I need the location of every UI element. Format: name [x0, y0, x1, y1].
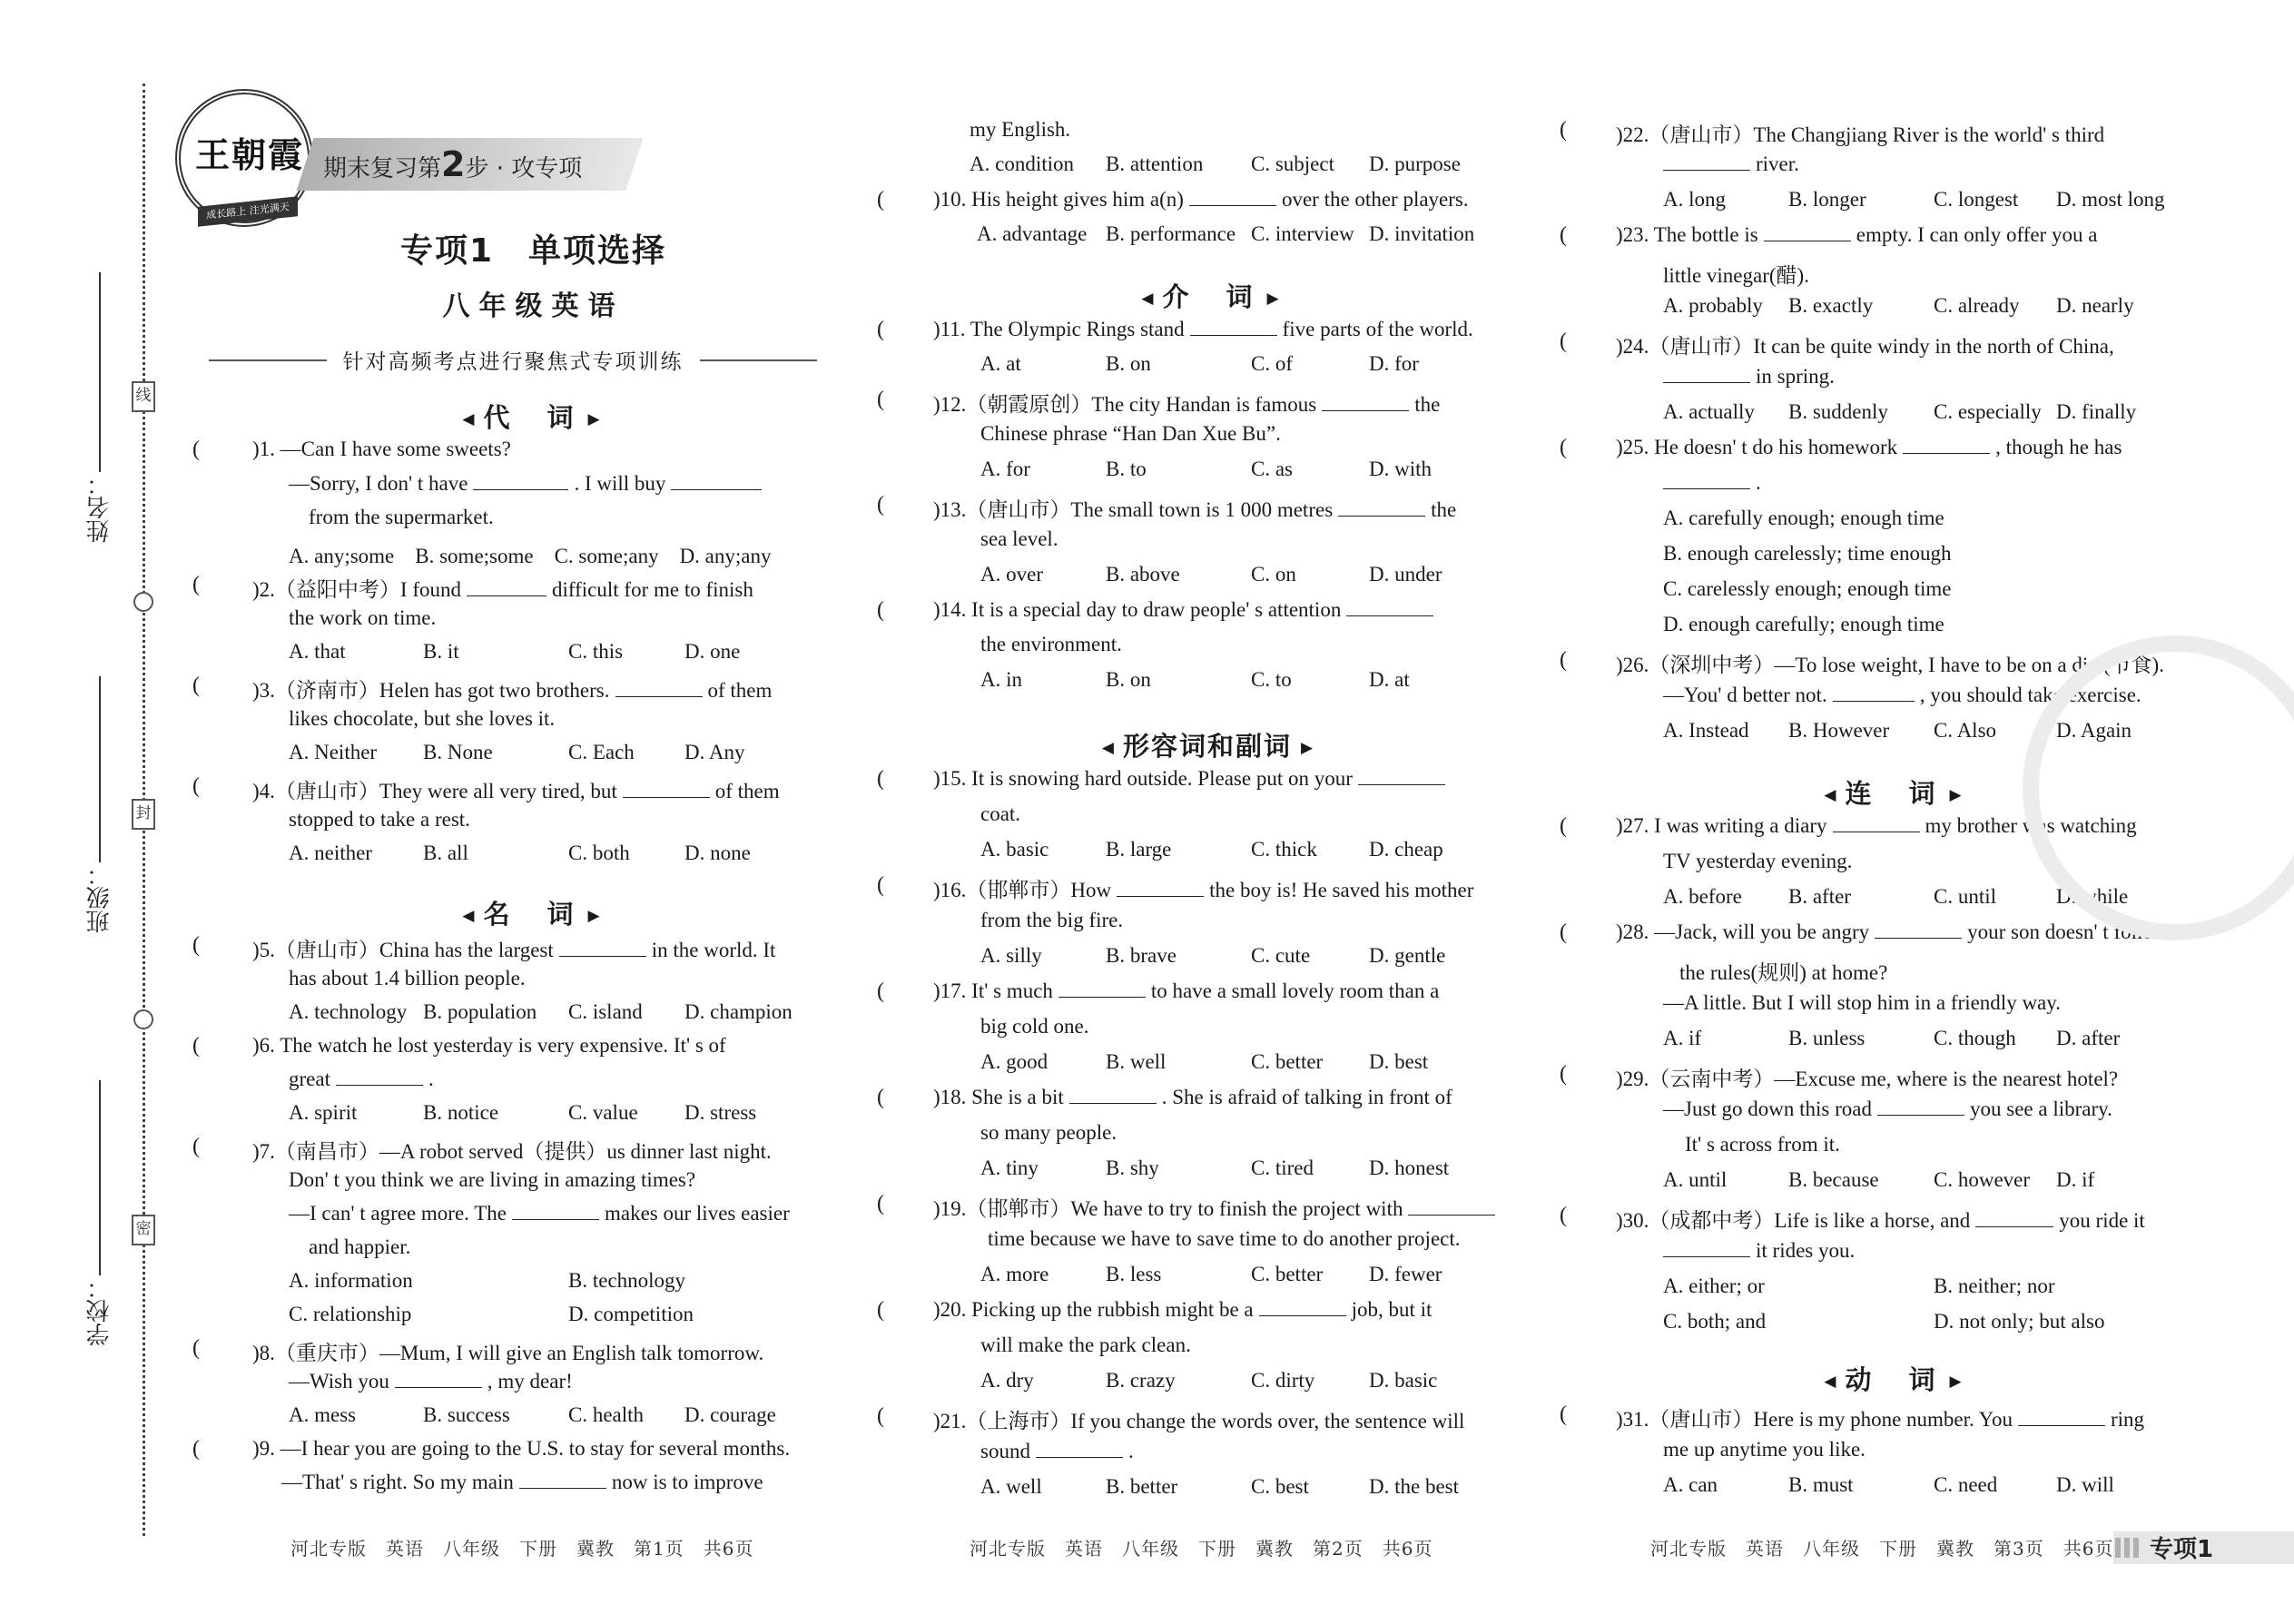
choice-c[interactable]: C. as — [1251, 458, 1293, 480]
section-adjective-adverb: ◀ 形容词和副词 ▶ — [1101, 731, 1314, 762]
choice-c[interactable]: C. cute — [1251, 944, 1311, 967]
choice-b[interactable]: B. brave — [1106, 944, 1177, 967]
choice-b[interactable]: B. None — [423, 741, 493, 763]
answer-bracket[interactable]: ( — [1560, 1062, 1567, 1086]
question-line: the environment. — [980, 633, 1122, 655]
choice-b[interactable]: B. better — [1106, 1475, 1178, 1498]
question-line: —That' s right. So my main now is to improve — [281, 1471, 763, 1493]
choice-d[interactable]: D. honest — [1369, 1156, 1450, 1179]
section-noun: ◀ 名 词 ▶ — [462, 899, 600, 930]
question-line: coat. — [980, 802, 1021, 825]
choice-b[interactable]: B. performance — [1106, 222, 1236, 245]
school-label: 学校： — [86, 1275, 113, 1346]
choice-c[interactable]: C. better — [1251, 1050, 1324, 1073]
school-field[interactable] — [84, 1080, 114, 1346]
answer-bracket[interactable]: ( — [877, 188, 884, 212]
choice-d[interactable]: D. for — [1369, 352, 1419, 375]
choice-a[interactable]: A. before — [1663, 885, 1742, 908]
page-footer: 河北专版 英语 八年级 下册 冀教 第2页 共6页 — [970, 1538, 1433, 1560]
question-line: Don' t you think we are living in amazing times? — [289, 1168, 696, 1191]
choice-d[interactable]: D. none — [684, 842, 751, 864]
choice-d[interactable]: D. not only; but also — [1934, 1310, 2105, 1333]
question-stem: )2.（益阳中考）I found difficult for me to finish — [252, 578, 753, 601]
question-stem: )10. His height gives him a(n) over the other players. — [933, 188, 1469, 211]
answer-bracket[interactable]: ( — [877, 318, 884, 341]
choice-d[interactable]: D. nearly — [2056, 294, 2134, 317]
choice-c[interactable]: C. on — [1251, 563, 1296, 586]
choice-b[interactable]: B. unless — [1788, 1027, 1866, 1049]
question-line: likes chocolate, but she loves it. — [289, 707, 556, 730]
answer-bracket[interactable]: ( — [877, 1298, 884, 1322]
question-stem: )6. The watch he lost yesterday is very expensive. It' s of — [252, 1034, 726, 1057]
question-stem: )13.（唐山市）The small town is 1 000 metres the — [933, 498, 1457, 521]
answer-bracket[interactable]: ( — [1560, 223, 1567, 247]
question-stem: )11. The Olympic Rings stand five parts of the world. — [933, 318, 1473, 340]
answer-bracket[interactable]: ( — [1560, 1403, 1567, 1426]
choice-c[interactable]: C. subject — [1251, 153, 1334, 175]
choice-b[interactable]: B. exactly — [1788, 294, 1874, 317]
section-tab-label: 专项1 — [2150, 1536, 2214, 1563]
choice-d[interactable]: D. under — [1369, 563, 1442, 586]
name-field[interactable] — [84, 272, 114, 543]
choice-c[interactable]: C. both; and — [1663, 1310, 1767, 1333]
choice-b[interactable]: B. to — [1106, 458, 1147, 480]
choice-a[interactable]: A. condition — [970, 153, 1074, 175]
answer-bracket[interactable]: ( — [1560, 920, 1567, 944]
choice-a[interactable]: A. information — [289, 1269, 413, 1292]
choice-b[interactable]: B. technology — [568, 1269, 686, 1292]
choice-d[interactable]: D. most long — [2056, 188, 2165, 211]
choice-d[interactable]: D. stress — [684, 1101, 757, 1124]
answer-bracket[interactable]: ( — [192, 1034, 200, 1058]
choice-c[interactable]: C. this — [568, 640, 624, 663]
question-stem: )24.（唐山市）It can be quite windy in the north of China, — [1616, 335, 2114, 358]
choice-b[interactable]: B. less — [1106, 1263, 1162, 1285]
question-line: my English. — [970, 118, 1071, 141]
choice-b[interactable]: B. notice — [423, 1101, 499, 1124]
bind-hole — [133, 1009, 153, 1029]
answer-bracket[interactable]: ( — [192, 1135, 200, 1158]
question-line: the rules(规则) at home? — [1679, 961, 1888, 984]
class-label: 班级： — [86, 862, 113, 933]
question-stem: )14. It is a special day to draw people' s attention — [933, 598, 1439, 622]
choice-d[interactable]: D. courage — [684, 1403, 776, 1426]
question-line: —Wish you , my dear! — [289, 1370, 573, 1393]
choice-a[interactable]: A. spirit — [289, 1101, 358, 1124]
choice-a[interactable]: A. over — [980, 563, 1043, 586]
question-line: —Just go down this road you see a library. — [1663, 1097, 2112, 1120]
choice-b[interactable]: B. attention — [1106, 153, 1204, 175]
question-stem: )26.（深圳中考）—To lose weight, I have to be on a diet(节食). — [1616, 654, 2164, 676]
question-line: —Sorry, I don' t have . I will buy — [289, 472, 767, 496]
question-stem: )20. Picking up the rubbish might be a job, but it — [933, 1298, 1433, 1321]
answer-bracket[interactable]: ( — [877, 873, 884, 897]
choice-a[interactable]: A. good — [980, 1050, 1049, 1073]
choice-b[interactable]: B. it — [423, 640, 459, 663]
choice-c[interactable]: C. relationship — [289, 1303, 412, 1325]
choice-a[interactable]: A. that — [289, 640, 346, 663]
choice-b[interactable]: B. shy — [1106, 1156, 1159, 1179]
question-line: little vinegar(醋). — [1663, 264, 1809, 287]
choice-a[interactable]: A. dry — [980, 1369, 1034, 1392]
choice-a[interactable]: A. well — [980, 1475, 1042, 1498]
answer-bracket[interactable]: ( — [1560, 648, 1567, 672]
choice-a[interactable]: A. in — [980, 668, 1022, 691]
header-pre: 期末复习第 — [323, 155, 442, 182]
question-stem: )22.（唐山市）The Changjiang River is the world' s third — [1616, 123, 2105, 146]
choice-a[interactable]: A. at — [980, 352, 1021, 375]
question-stem: )15. It is snowing hard outside. Please put on your — [933, 767, 1451, 791]
choice-d[interactable]: D. enough carefully; enough time — [1663, 613, 1944, 635]
answer-bracket[interactable]: ( — [192, 1336, 200, 1360]
question-stem: )30.（成都中考）Life is like a horse, and you ride it — [1616, 1209, 2145, 1232]
logo-tagline: 成长路上 注光满天 — [198, 196, 298, 227]
question-line: me up anytime you like. — [1663, 1438, 1866, 1461]
choice-a[interactable]: A. basic — [980, 838, 1049, 861]
choice-c[interactable]: C. island — [568, 1000, 643, 1023]
answer-bracket[interactable]: ( — [1560, 118, 1567, 142]
choice-c[interactable]: C. of — [1251, 352, 1293, 375]
choice-c[interactable]: C. though — [1934, 1027, 2016, 1049]
header-step — [323, 138, 582, 191]
choice-b[interactable]: B. suddenly — [1788, 400, 1888, 423]
choice-d[interactable]: D. cheap — [1369, 838, 1443, 861]
question-stem: )9. —I hear you are going to the U.S. to stay for several months. — [252, 1437, 791, 1460]
choice-a[interactable]: A. for — [980, 458, 1030, 480]
section-conjunction: ◀ 连 词 ▶ — [1824, 778, 1962, 809]
answer-bracket[interactable]: ( — [192, 933, 200, 957]
choice-b[interactable]: B. after — [1788, 885, 1851, 908]
choice-c[interactable]: C. value — [568, 1101, 638, 1124]
choice-d[interactable]: D. best — [1369, 1050, 1429, 1073]
answer-bracket[interactable]: ( — [877, 388, 884, 411]
answer-bracket[interactable]: ( — [192, 438, 200, 461]
question-stem: )4.（唐山市）They were all very tired, but of them — [252, 780, 780, 802]
choice-d[interactable]: D. after — [2056, 1027, 2121, 1049]
question-line: . — [1663, 471, 1761, 495]
question-line: the work on time. — [289, 606, 437, 629]
question-stem: )19.（邯郸市）We have to try to finish the project with — [933, 1192, 1501, 1222]
choice-b[interactable]: B. well — [1106, 1050, 1167, 1073]
question-line: big cold one. — [980, 1015, 1089, 1038]
answer-bracket[interactable]: ( — [1560, 814, 1567, 838]
answer-bracket[interactable]: ( — [877, 1404, 884, 1428]
choice-d[interactable]: D. purpose — [1369, 153, 1461, 175]
bind-mark-xian: 线 — [132, 381, 155, 412]
question-stem: )3.（济南市）Helen has got two brothers. of them — [252, 679, 773, 702]
choice-d[interactable]: D. while — [2056, 885, 2129, 908]
question-line: will make the park clean. — [980, 1334, 1191, 1356]
question-stem: )31.（唐山市）Here is my phone number. You ring — [1616, 1408, 2145, 1431]
question-line: has about 1.4 billion people. — [289, 967, 526, 989]
choice-a[interactable]: A. tiny — [980, 1156, 1039, 1179]
choice-d[interactable]: D. Any — [684, 741, 745, 763]
question-stem: )7.（南昌市）—A robot served（提供）us dinner last night. — [252, 1140, 772, 1163]
choice-a[interactable]: A. actually — [1663, 400, 1755, 423]
question-stem: )1. —Can I have some sweets? — [252, 438, 511, 460]
choice-a[interactable]: A. carefully enough; enough time — [1663, 507, 1944, 529]
choice-c[interactable]: C. tired — [1251, 1156, 1314, 1179]
answer-bracket[interactable]: ( — [1560, 330, 1567, 353]
tagline-text: 针对高频考点进行聚焦式专项训练 — [342, 350, 684, 374]
choice-b[interactable]: B. on — [1106, 668, 1151, 691]
tab-decoration — [2115, 1538, 2142, 1558]
choice-c[interactable]: C. interview — [1251, 222, 1354, 245]
class-field[interactable] — [84, 676, 114, 933]
answer-bracket[interactable]: ( — [877, 493, 884, 517]
choice-a[interactable]: A. mess — [289, 1403, 357, 1426]
choice-a[interactable]: A. technology — [289, 1000, 408, 1023]
choice-b[interactable]: B. neither; nor — [1934, 1275, 2055, 1297]
logo-text: 王朝霞 — [195, 134, 305, 175]
question-stem: )29.（云南中考）—Excuse me, where is the nearest hotel? — [1616, 1068, 2119, 1090]
bind-mark-feng: 封 — [132, 799, 155, 830]
choice-d[interactable]: D. the best — [1369, 1475, 1460, 1498]
question-stem: )12.（朝霞原创）The city Handan is famous the — [933, 393, 1441, 416]
choice-b[interactable]: B. on — [1106, 352, 1151, 375]
choice-b[interactable]: B. enough carelessly; time enough — [1663, 542, 1952, 565]
page-subtitle: 八年级英语 — [442, 290, 625, 322]
question-line: sound . — [980, 1440, 1134, 1462]
question-stem: )21.（上海市）If you change the words over, the sentence will — [933, 1410, 1465, 1432]
choice-d[interactable]: D. champion — [684, 1000, 793, 1023]
question-line: stopped to take a rest. — [289, 808, 470, 831]
choice-b[interactable]: B. because — [1788, 1168, 1879, 1191]
choice-d[interactable]: D. if — [2056, 1168, 2095, 1191]
choice-d[interactable]: D. fewer — [1369, 1263, 1442, 1285]
choice-b[interactable]: B. large — [1106, 838, 1172, 861]
question-line: and happier. — [309, 1235, 411, 1258]
section-pronoun: ◀ 代 词 ▶ — [462, 402, 600, 433]
choice-c[interactable]: C. to — [1251, 668, 1292, 691]
choice-a[interactable]: A. can — [1663, 1473, 1718, 1496]
question-line: time because we have to save time to do another project. — [988, 1227, 1461, 1250]
choice-d[interactable]: D. one — [684, 640, 741, 663]
question-stem: )28. —Jack, will you be angry your son doesn' t follow — [1616, 920, 2169, 943]
question-line: TV yesterday evening. — [1663, 850, 1853, 872]
choice-d[interactable]: D. competition — [568, 1303, 694, 1325]
question-line: —I can' t agree more. The makes our lives easier — [289, 1202, 790, 1225]
choice-b[interactable]: B. crazy — [1106, 1369, 1176, 1392]
question-line: —A little. But I will stop him in a friendly way. — [1663, 991, 2062, 1014]
question-line: it rides you. — [1663, 1239, 1855, 1263]
choice-b[interactable]: B. all — [423, 842, 468, 864]
choice-c[interactable]: C. Each — [568, 741, 635, 763]
choice-c[interactable]: C. however — [1934, 1168, 2031, 1191]
choice-b[interactable]: B. However — [1788, 719, 1890, 742]
choice-a[interactable]: A. silly — [980, 944, 1042, 967]
page-footer: 河北专版 英语 八年级 下册 冀教 第3页 共6页 — [1650, 1538, 2114, 1560]
section-verb: ◀ 动 词 ▶ — [1824, 1364, 1962, 1395]
question-line: —You' d better not. , you should take exercise. — [1663, 684, 2141, 706]
choice-a[interactable]: A. Instead — [1663, 719, 1749, 742]
choice-c[interactable]: C. until — [1934, 885, 1997, 908]
choice-c[interactable]: C. best — [1251, 1475, 1309, 1498]
choice-a[interactable]: A. either; or — [1663, 1275, 1765, 1297]
name-label: 姓名： — [86, 472, 113, 543]
choice-c[interactable]: C. Also — [1934, 719, 1997, 742]
choice-a[interactable]: A. advantage — [977, 222, 1088, 245]
choice-b[interactable]: B. population — [423, 1000, 537, 1023]
choice-a[interactable]: A. until — [1663, 1168, 1728, 1191]
answer-bracket[interactable]: ( — [877, 979, 884, 1003]
question-line: in spring. — [1663, 365, 1835, 389]
choice-d[interactable]: D. invitation — [1369, 222, 1475, 245]
choice-d[interactable]: D. will — [2056, 1473, 2114, 1496]
choices: A. any;some B. some;some C. some;any D. any;any — [289, 545, 772, 567]
choice-c[interactable]: C. thick — [1251, 838, 1317, 861]
answer-bracket[interactable]: ( — [877, 767, 884, 791]
answer-bracket[interactable]: ( — [192, 674, 200, 697]
choice-a[interactable]: A. if — [1663, 1027, 1702, 1049]
question-stem: )25. He doesn' t do his homework , though he has — [1616, 436, 2122, 458]
choice-b[interactable]: B. success — [423, 1403, 510, 1426]
choice-c[interactable]: C. especially — [1934, 400, 2042, 423]
question-line: river. — [1663, 153, 1799, 176]
choice-d[interactable]: D. with — [1369, 458, 1432, 480]
question-stem: )23. The bottle is empty. I can only offer you a — [1616, 223, 2098, 246]
answer-bracket[interactable]: ( — [877, 1086, 884, 1109]
question-stem: )8.（重庆市）—Mum, I will give an English talk tomorrow. — [252, 1342, 764, 1364]
question-stem: )27. I was writing a diary my brother was watching — [1616, 814, 2137, 837]
choice-c[interactable]: C. better — [1251, 1263, 1324, 1285]
choice-d[interactable]: D. gentle — [1369, 944, 1446, 967]
header-post: 步 · 攻专项 — [465, 155, 583, 182]
answer-bracket[interactable]: ( — [877, 1192, 884, 1216]
page-footer: 河北专版 英语 八年级 下册 冀教 第1页 共6页 — [290, 1538, 754, 1560]
answer-bracket[interactable]: ( — [192, 1437, 200, 1461]
answer-bracket[interactable]: ( — [1560, 436, 1567, 459]
choice-b[interactable]: B. above — [1106, 563, 1180, 586]
page-title: 专项1 单项选择 — [399, 232, 667, 270]
question-line: so many people. — [980, 1121, 1117, 1144]
choice-d[interactable]: D. Again — [2056, 719, 2132, 742]
choice-c[interactable]: C. already — [1934, 294, 2020, 317]
section-preposition: ◀ 介 词 ▶ — [1141, 281, 1279, 312]
choice-a[interactable]: A. long — [1663, 188, 1726, 211]
answer-bracket[interactable]: ( — [1560, 1204, 1567, 1227]
choice-a[interactable]: A. Neither — [289, 741, 378, 763]
question-stem: )16.（邯郸市）How the boy is! He saved his mother — [933, 879, 1474, 901]
header-num: 2 — [441, 144, 466, 184]
choice-c[interactable]: C. health — [568, 1403, 645, 1426]
question-line: It' s across from it. — [1685, 1133, 1840, 1156]
question-line: great . — [289, 1068, 434, 1090]
choice-c[interactable]: C. both — [568, 842, 630, 864]
question-stem: )5.（唐山市）China has the largest in the world. It — [252, 939, 776, 961]
choice-b[interactable]: B. must — [1788, 1473, 1854, 1496]
choice-b[interactable]: B. longer — [1788, 188, 1866, 211]
question-line: Chinese phrase “Han Dan Xue Bu”. — [980, 422, 1281, 445]
choice-d[interactable]: D. finally — [2056, 400, 2137, 423]
choice-c[interactable]: C. carelessly enough; enough time — [1663, 577, 1952, 600]
answer-bracket[interactable]: ( — [877, 598, 884, 622]
answer-bracket[interactable]: ( — [192, 573, 200, 596]
choice-a[interactable]: A. neither — [289, 842, 372, 864]
question-line: sea level. — [980, 527, 1058, 550]
choice-c[interactable]: C. need — [1934, 1473, 1998, 1496]
question-line: from the supermarket. — [309, 506, 494, 528]
bind-hole — [133, 592, 153, 612]
choice-d[interactable]: D. basic — [1369, 1369, 1438, 1392]
choice-c[interactable]: C. longest — [1934, 188, 2019, 211]
choice-a[interactable]: A. probably — [1663, 294, 1763, 317]
question-line: from the big fire. — [980, 909, 1124, 931]
binding-strip — [0, 0, 182, 1624]
tagline — [209, 345, 817, 375]
choice-a[interactable]: A. more — [980, 1263, 1049, 1285]
choice-d[interactable]: D. at — [1369, 668, 1410, 691]
answer-bracket[interactable]: ( — [192, 774, 200, 798]
bind-mark-mi: 密 — [132, 1215, 155, 1245]
question-stem: )18. She is a bit . She is afraid of talking in front of — [933, 1086, 1452, 1108]
question-stem: )17. It' s much to have a small lovely room than a — [933, 979, 1440, 1002]
choice-c[interactable]: C. dirty — [1251, 1369, 1315, 1392]
